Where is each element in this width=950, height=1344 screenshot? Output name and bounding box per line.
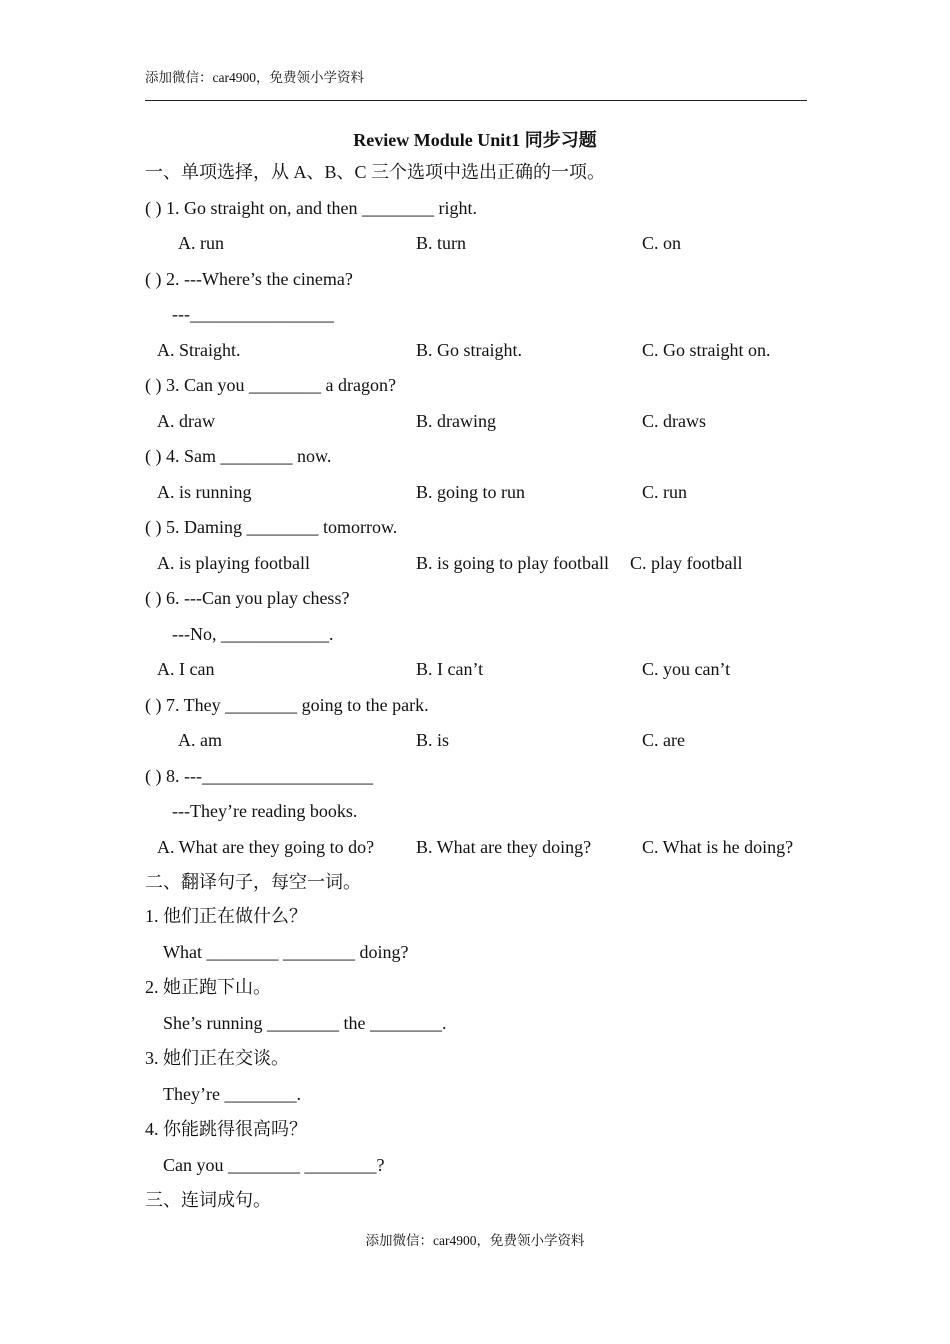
translation-4-chinese: 4. 你能跳得很高吗？: [145, 1119, 307, 1139]
q8-option-c: C. What is he doing?: [642, 837, 794, 857]
translation-2-english: She’s running ________ the ________.: [163, 1013, 447, 1033]
translation-1-english: What ________ ________ doing?: [163, 942, 409, 962]
page-title: Review Module Unit1 同步习题: [353, 130, 597, 150]
q1-option-a: A. run: [178, 233, 224, 253]
q4-option-c: C. run: [642, 482, 687, 502]
q4-option-b: B. going to run: [416, 482, 526, 502]
q6-answer-line: ---No, ____________.: [172, 624, 334, 644]
q1-option-b: B. turn: [416, 233, 467, 253]
section2-heading: 二、翻译句子，每空一词。: [145, 872, 361, 892]
q2-option-b: B. Go straight.: [416, 340, 522, 360]
q5-stem: ( ) 5. Daming ________ tomorrow.: [145, 517, 398, 537]
q7-option-c: C. are: [642, 730, 685, 750]
q6-stem: ( ) 6. ---Can you play chess?: [145, 588, 350, 608]
q2-option-c: C. Go straight on.: [642, 340, 771, 360]
q3-stem: ( ) 3. Can you ________ a dragon?: [145, 375, 396, 395]
q8-option-b: B. What are they doing?: [416, 837, 592, 857]
translation-3-chinese: 3. 她们正在交谈。: [145, 1048, 289, 1068]
header-note: 添加微信：car4900，免费领小学资料: [145, 70, 364, 85]
header-rule: [145, 100, 807, 101]
q7-option-a: A. am: [178, 730, 222, 750]
q7-stem: ( ) 7. They ________ going to the park.: [145, 695, 429, 715]
q6-option-a: A. I can: [157, 659, 215, 679]
q2-stem: ( ) 2. ---Where’s the cinema?: [145, 269, 353, 289]
q3-option-c: C. draws: [642, 411, 706, 431]
q8-option-a: A. What are they going to do?: [157, 837, 375, 857]
q1-stem: ( ) 1. Go straight on, and then ________ right.: [145, 198, 477, 218]
q2-option-a: A. Straight.: [157, 340, 241, 360]
q7-option-b: B. is: [416, 730, 450, 750]
translation-3-english: They’re ________.: [163, 1084, 301, 1104]
q2-answer-line: ---________________: [172, 304, 334, 324]
translation-2-chinese: 2. 她正跑下山。: [145, 977, 271, 997]
translation-1-chinese: 1. 他们正在做什么？: [145, 906, 307, 926]
q3-option-a: A. draw: [157, 411, 215, 431]
q4-stem: ( ) 4. Sam ________ now.: [145, 446, 332, 466]
section3-heading: 三、连词成句。: [145, 1190, 271, 1210]
q5-option-b: B. is going to play football: [416, 553, 609, 573]
q8-stem: ( ) 8. ---___________________: [145, 766, 373, 786]
q3-option-b: B. drawing: [416, 411, 496, 431]
footer-note: 添加微信：car4900，免费领小学资料: [365, 1233, 585, 1248]
q8-answer-line: ---They’re reading books.: [172, 801, 358, 821]
q1-option-c: C. on: [642, 233, 682, 253]
q4-option-a: A. is running: [157, 482, 252, 502]
q5-option-a: A. is playing football: [157, 553, 310, 573]
section1-heading: 一、单项选择，从 A、B、C 三个选项中选出正确的一项。: [145, 162, 606, 182]
q6-option-c: C. you can’t: [642, 659, 731, 679]
q6-option-b: B. I can’t: [416, 659, 484, 679]
q5-option-c: C. play football: [630, 553, 743, 573]
translation-4-english: Can you ________ ________?: [163, 1155, 385, 1175]
